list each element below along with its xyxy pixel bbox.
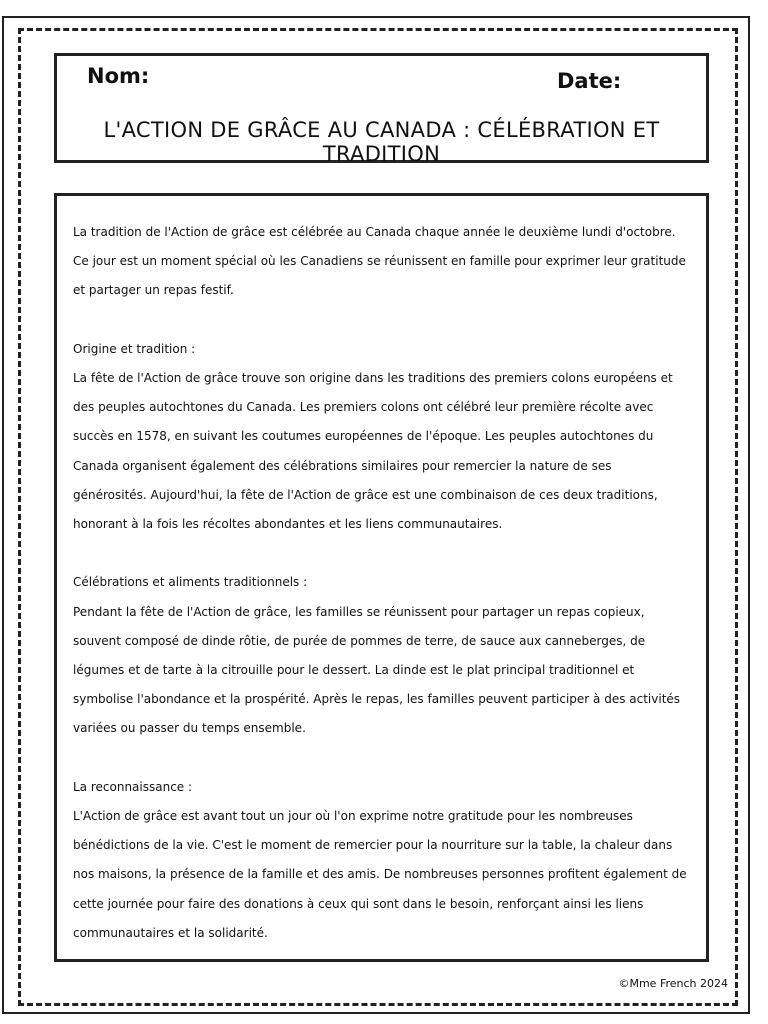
section-heading-origine: Origine et tradition : bbox=[73, 341, 196, 356]
intro-paragraph: La tradition de l'Action de grâce est célébrée au Canada chaque année le deuxième lundi d'octobre. Ce jour est un moment spécial où les Canadiens se réunissent en famille pour exprimer leur gratitude et partager un repas festif. bbox=[73, 225, 686, 298]
paragraph-spacer bbox=[73, 539, 688, 568]
paragraph-spacer bbox=[73, 744, 688, 773]
section-heading-celebrations: Célébrations et aliments traditionnels : bbox=[73, 575, 308, 590]
copyright-text: ©Mme French 2024 bbox=[618, 977, 728, 990]
nom-label: Nom: bbox=[87, 64, 150, 88]
date-label: Date: bbox=[557, 69, 622, 93]
page-title: L'ACTION DE GRÂCE AU CANADA : CÉLÉBRATION ET TRADITION bbox=[103, 118, 660, 166]
section-heading-reconnaissance: La reconnaissance : bbox=[73, 779, 193, 794]
reading-text-box bbox=[54, 193, 709, 962]
header-box bbox=[54, 53, 709, 166]
section-body-origine: La fête de l'Action de grâce trouve son origine dans les traditions des premiers colons européens et des peuples autochtones du Canada. Les premiers colons ont célébré leur première récolte avec succès en 1578, en suivant les coutumes européennes de l'époque. Les peuples autochtones du Canada organisent également des célébrations similaires pour remercier la nature de ses générosités. Aujourd'hui, la fête de l'Action de grâce est une combinaison de ces deux traditions, honorant à la fois les récoltes abondantes et les liens communautaires. bbox=[73, 371, 673, 532]
paragraph-spacer bbox=[73, 306, 688, 335]
section-body-celebrations: Pendant la fête de l'Action de grâce, les familles se réunissent pour partager un repas copieux, souvent composé de dinde rôtie, de purée de pommes de terre, de sauce aux canneberges, de légumes et de tarte à la citrouille pour le dessert. La dinde est le plat principal traditionnel et symbolise l'abondance et la prospérité. Après le repas, les familles peuvent participer à des activités variées ou passer du temps ensemble. bbox=[73, 604, 681, 736]
section-body-reconnaissance: L'Action de grâce est avant tout un jour où l'on exprime notre gratitude pour les nombreuses bénédictions de la vie. C'est le moment de remercier pour la nourriture sur la table, la chaleur dans nos maisons, la présence de la famille et des amis. De nombreuses personnes profitent également de cette journée pour faire des donations à ceux qui sont dans le besoin, renforçant ainsi les liens communautaires et la solidarité. bbox=[73, 809, 687, 940]
